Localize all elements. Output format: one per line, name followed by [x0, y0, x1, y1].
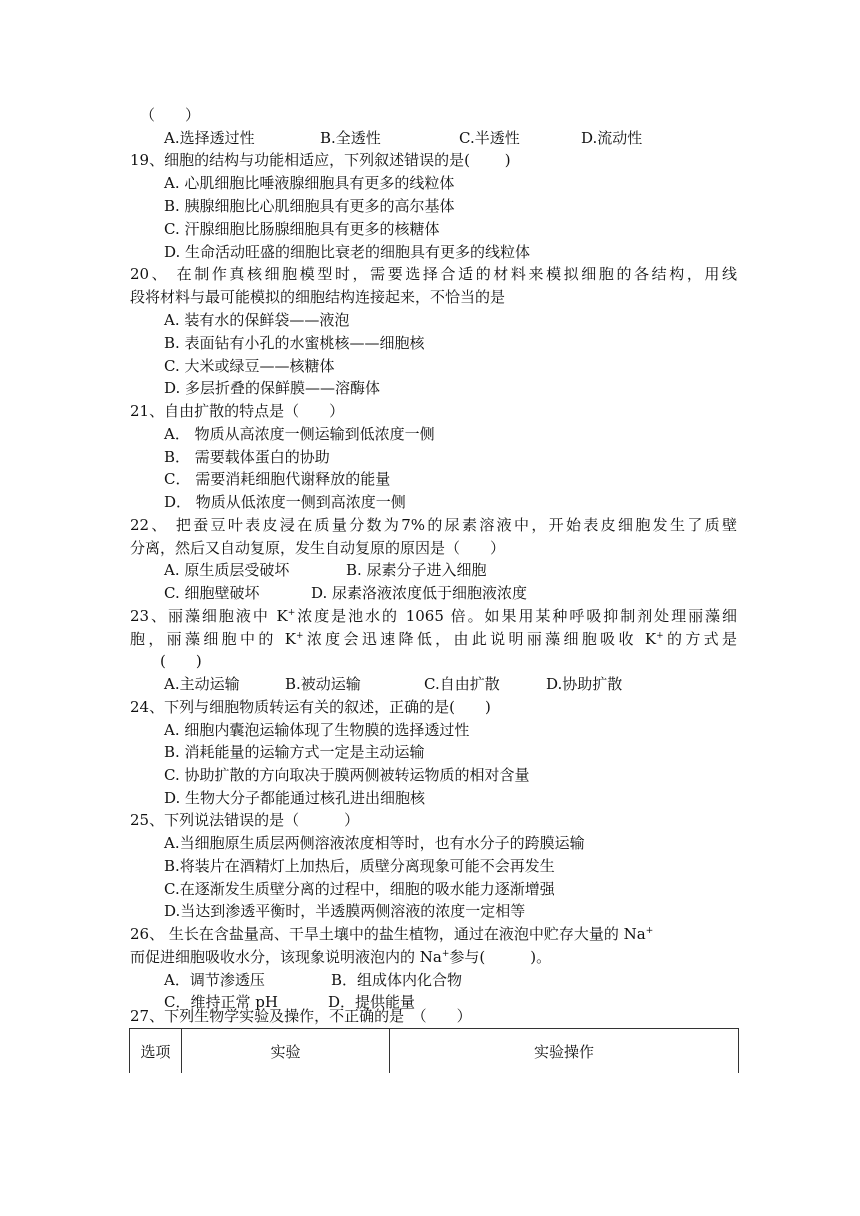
q23-stem-line1: 23、丽藻细胞液中 K+浓度是池水的 1065 倍。如果用某种呼吸抑制剂处理丽藻细 [130, 607, 738, 625]
q21-stem: 21、自由扩散的特点是（ ） [130, 402, 345, 420]
q20-option-b: B. 表面钻有小孔的水蜜桃核——细胞核 [164, 334, 425, 352]
q18-stem-tail: （ ） [140, 106, 201, 124]
q23-option-a: A.主动运输 [164, 675, 240, 693]
q18-option-d: D.流动性 [581, 129, 643, 147]
q19-stem: 19、细胞的结构与功能相适应，下列叙述错误的是( ) [130, 151, 511, 169]
q22-stem-line2: 分离，然后又自动复原，发生自动复原的原因是（ ） [130, 539, 506, 557]
table-header-experiment: 实验 [182, 1029, 390, 1074]
table-header-option: 选项 [130, 1029, 182, 1074]
q26-sup-1: + [645, 926, 654, 936]
q20-option-d: D. 多层折叠的保鲜膜——溶酶体 [164, 379, 381, 397]
q19-option-c: C. 汗腺细胞比肠腺细胞具有更多的核糖体 [164, 220, 440, 238]
q26-sup-2: + [441, 949, 450, 959]
q23-sup-3: + [656, 631, 664, 641]
q22-option-b: B. 尿素分子进入细胞 [346, 561, 487, 579]
q24-option-b: B. 消耗能量的运输方式一定是主动运输 [164, 743, 425, 761]
q26-option-a: A．调节渗透压 [164, 971, 265, 989]
q18-option-a: A.选择透过性 [164, 129, 255, 147]
q25-option-d: D.当达到渗透平衡时，半透膜两侧溶液的浓度一定相等 [164, 902, 526, 920]
q23-stem-line3: ( ) [160, 652, 202, 670]
q25-option-b: B.将装片在酒精灯上加热后，质壁分离现象可能不会再发生 [164, 857, 555, 875]
q21-option-b: B． 需要载体蛋白的协助 [164, 448, 330, 466]
q26-stem-line2: 而促进细胞吸收水分，该现象说明液泡内的 Na+参与( )。 [130, 948, 552, 966]
q24-option-c: C. 协助扩散的方向取决于膜两侧被转运物质的相对含量 [164, 766, 530, 784]
q20-stem-line1: 20、 在制作真核细胞模型时，需要选择合适的材料来模拟细胞的各结构，用线 [130, 265, 737, 283]
q24-option-d: D. 生物大分子都能通过核孔进出细胞核 [164, 789, 426, 807]
q27-table [129, 1028, 739, 1073]
q23-option-b: B.被动运输 [285, 675, 361, 693]
q27-stem: 27、下列生物学实验及操作，不正确的是 （ ） [130, 1007, 472, 1025]
q20-stem-line2: 段将材料与最可能模拟的细胞结构连接起来，不恰当的是 [130, 288, 506, 306]
q23-stem-line2: 胞，丽藻细胞中的 K+浓度会迅速降低，由此说明丽藻细胞吸收 K+的方式是 [130, 630, 737, 648]
table-header-row [130, 1029, 739, 1074]
q24-stem: 24、下列与细胞物质转运有关的叙述，正确的是( ) [130, 698, 491, 716]
q26-option-b: B．组成体内化合物 [331, 971, 463, 989]
q22-stem-line1: 22、 把蚕豆叶表皮浸在质量分数为7%的尿素溶液中，开始表皮细胞发生了质壁 [130, 516, 737, 534]
q26-stem-line1: 26、 生长在含盐量高、干旱土壤中的盐生植物，通过在液泡中贮存大量的 Na+ [130, 925, 654, 943]
q18-option-b: B.全透性 [320, 129, 381, 147]
q21-option-a: A． 物质从高浓度一侧运输到低浓度一侧 [164, 425, 435, 443]
q26-option-c: C．维持正常 pH [164, 993, 278, 1011]
q23-sup-1: + [287, 608, 296, 618]
q23-option-d: D.协助扩散 [546, 675, 623, 693]
q26-option-d: D．提供能量 [328, 993, 416, 1011]
q21-option-c: C． 需要消耗细胞代谢释放的能量 [164, 470, 391, 488]
table-header-operation: 实验操作 [533, 1042, 594, 1061]
q19-option-b: B. 胰腺细胞比心肌细胞具有更多的高尔基体 [164, 197, 455, 215]
q25-option-a: A.当细胞原生质层两侧溶液浓度相等时，也有水分子的跨膜运输 [164, 834, 585, 852]
q23-sup-2: + [295, 631, 304, 641]
q24-option-a: A. 细胞内囊泡运输体现了生物膜的选择透过性 [164, 721, 470, 739]
q20-option-a: A. 装有水的保鲜袋——液泡 [164, 311, 350, 329]
q20-option-c: C. 大米或绿豆——核糖体 [164, 357, 335, 375]
q18-option-c: C.半透性 [459, 129, 520, 147]
q22-option-c: C. 细胞壁破坏 [164, 584, 260, 602]
q25-option-c: C.在逐渐发生质壁分离的过程中，细胞的吸水能力逐渐增强 [164, 880, 555, 898]
q19-option-a: A. 心肌细胞比唾液腺细胞具有更多的线粒体 [164, 174, 455, 192]
q19-option-d: D. 生命活动旺盛的细胞比衰老的细胞具有更多的线粒体 [164, 243, 531, 261]
q22-option-d: D. 尿素洛液浓度低于细胞液浓度 [311, 584, 528, 602]
q25-stem: 25、下列说法错误的是（ ） [130, 811, 360, 829]
q21-option-d: D． 物质从低浓度一侧到高浓度一侧 [164, 493, 406, 511]
q23-option-c: C.自由扩散 [424, 675, 500, 693]
q22-option-a: A. 原生质层受破坏 [164, 561, 290, 579]
